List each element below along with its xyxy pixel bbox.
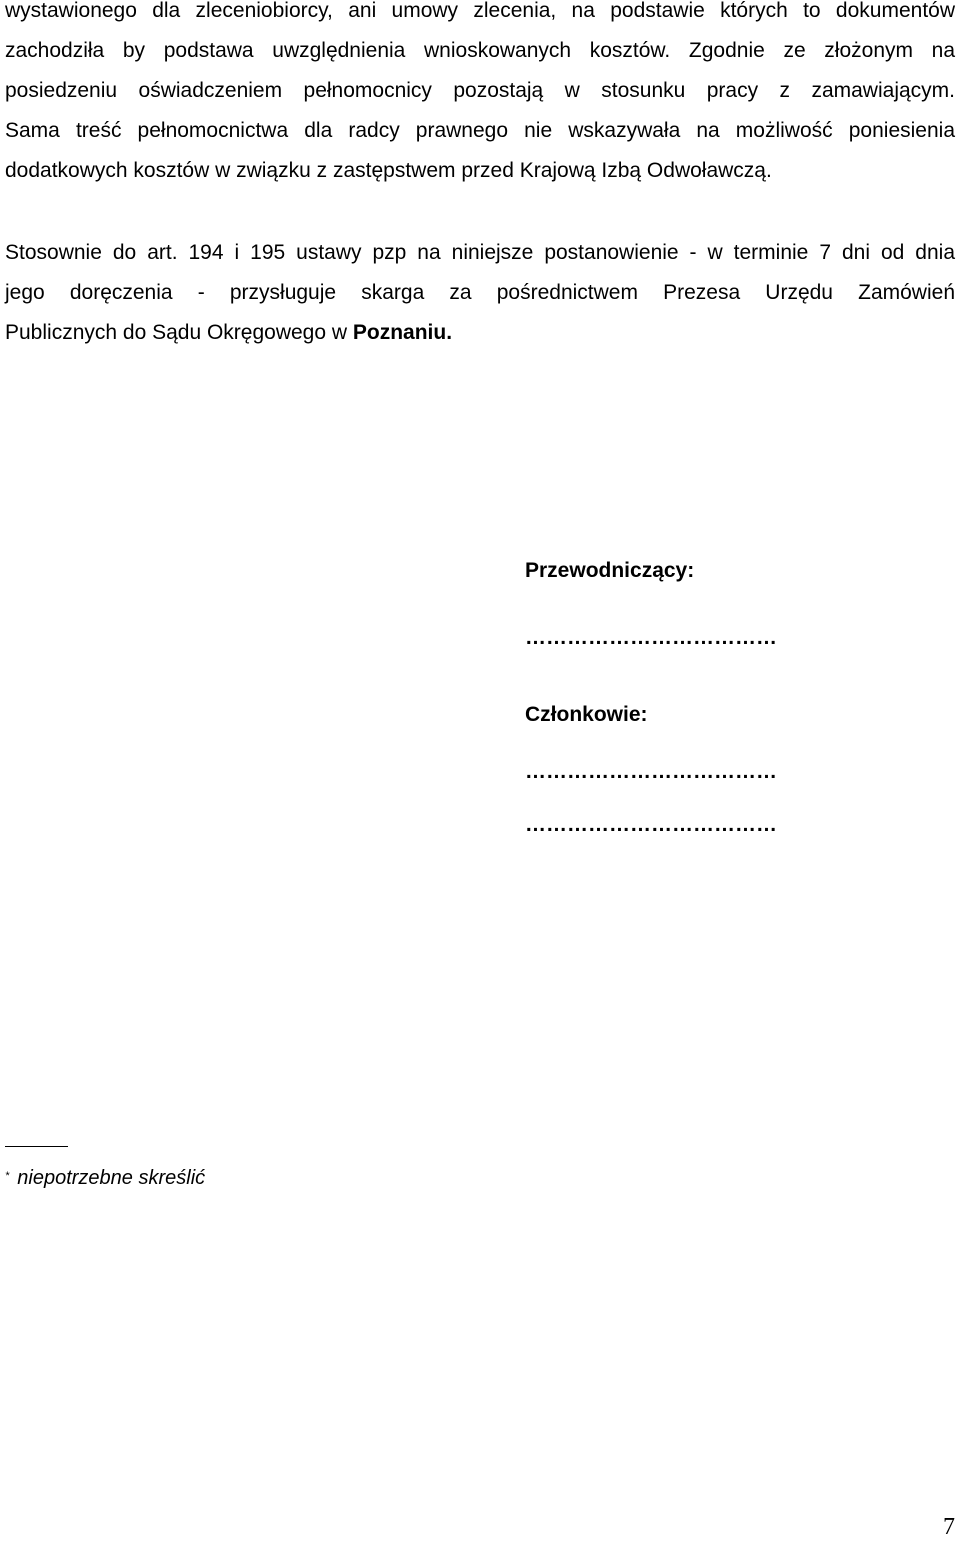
paragraph-line: Stosownie do art. 194 i 195 ustawy pzp na niniejsze postanowienie - w terminie 7 dni od dnia (5, 241, 955, 264)
paragraph-line: zachodziła by podstawa uwzględnienia wnioskowanych kosztów. Zgodnie ze złożonym na (5, 39, 955, 62)
paragraph-line (5, 313, 955, 353)
signature-dots: ……………………………… (525, 813, 777, 836)
footnote-separator (5, 1146, 68, 1147)
member1-signature-line (525, 757, 925, 787)
signature-dots: ……………………………… (525, 626, 777, 649)
members-heading: Członkowie: (525, 703, 648, 726)
paragraph-line: Sama treść pełnomocnictwa dla radcy prawnego nie wskazywała na możliwość poniesienia (5, 119, 955, 142)
paragraph-line: wystawionego dla zleceniobiorcy, ani umowy zlecenia, na podstawie których to dokumentów (5, 0, 955, 22)
paragraph-line: posiedzeniu oświadczeniem pełnomocnicy pozostają w stosunku pracy z zamawiającym. (5, 79, 955, 102)
paragraph-appeal-notice (5, 233, 955, 353)
court-city: Poznaniu. (352, 321, 453, 344)
footnote-marker: * (5, 1170, 10, 1182)
footnote-text: niepotrzebne skreślić (17, 1167, 206, 1189)
chair-signature-line (525, 623, 925, 653)
members-label (525, 700, 925, 730)
paragraph-line-text: Publicznych do Sądu Okręgowego w (5, 321, 353, 344)
page-number: 7 (943, 1514, 955, 1540)
chair-label (525, 556, 925, 586)
footnote (5, 1163, 205, 1193)
paragraph-line: dodatkowych kosztów w związku z zastępstwem przed Krajową Izbą Odwoławczą. (5, 159, 772, 182)
signature-dots: ……………………………… (525, 760, 777, 783)
member2-signature-line (525, 810, 925, 840)
chair-heading: Przewodniczący: (525, 559, 695, 582)
paragraph-costs (5, 0, 955, 191)
paragraph-line: jego doręczenia - przysługuje skarga za pośrednictwem Prezesa Urzędu Zamówień (5, 281, 955, 304)
